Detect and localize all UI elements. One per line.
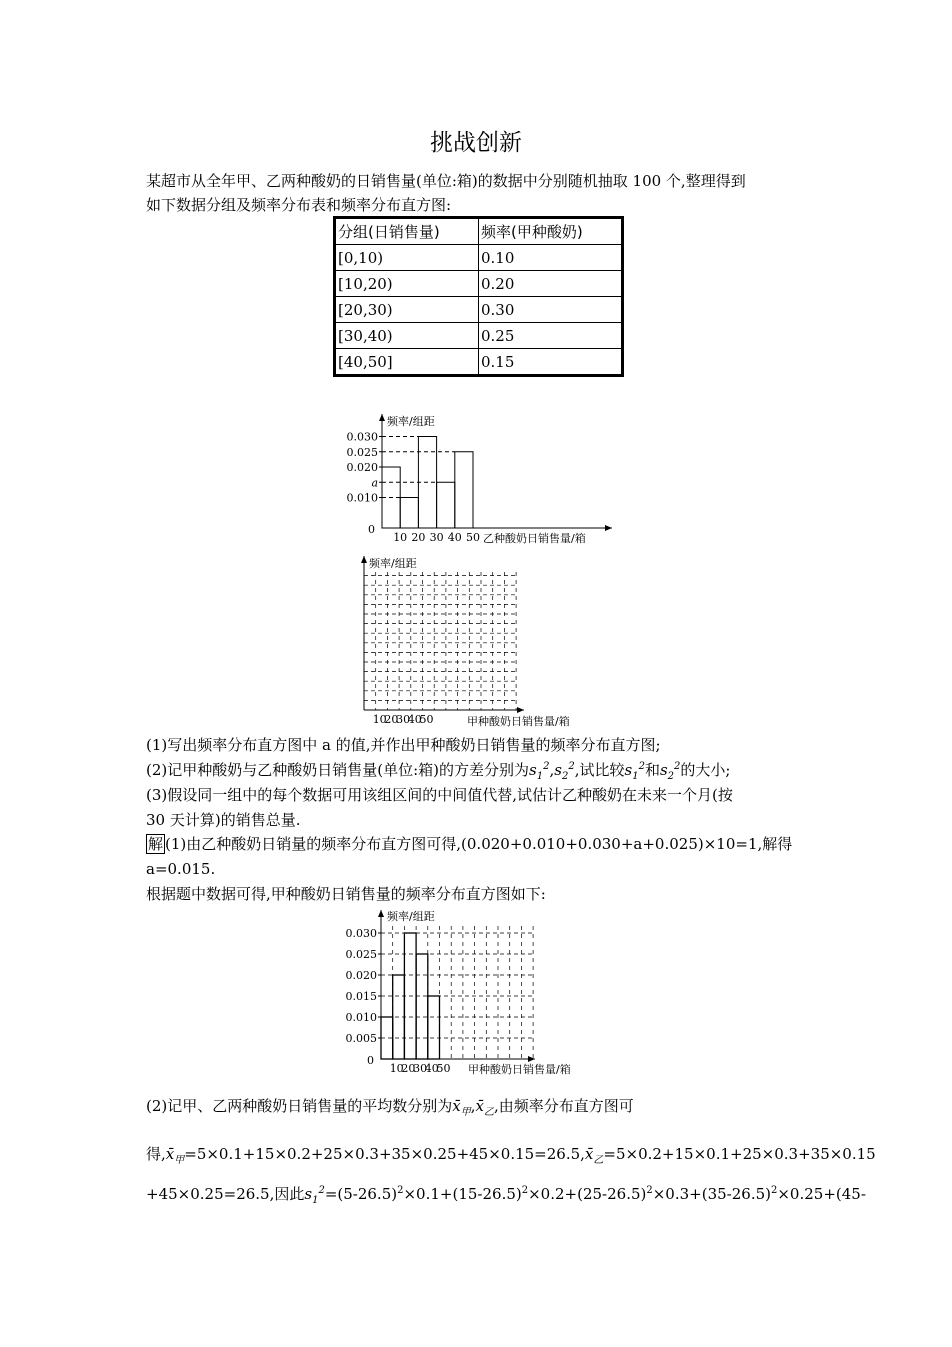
table-cell: [20,30) xyxy=(335,297,479,323)
table-row xyxy=(335,297,623,323)
y-axis-label: 频率/组距 xyxy=(387,415,435,428)
blank-grid-jia xyxy=(330,552,610,730)
mean-yi: $x̄_乙$ xyxy=(584,1145,604,1166)
y-tick-label: a xyxy=(371,476,378,490)
question-3-line-1: (3)假设同一组中的每个数据可用该组区间的中间值代替,试估计乙种酸奶在未来一个月(按 xyxy=(146,786,733,804)
y-tick-label: 0.015 xyxy=(345,990,377,1003)
table-cell: 0.25 xyxy=(479,323,623,349)
y-axis-arrow xyxy=(378,910,384,917)
table-cell: 0.30 xyxy=(479,297,623,323)
s1-var: $s_1^2$ xyxy=(529,761,550,782)
table-row xyxy=(335,245,623,271)
s1-var: $s_1^2$ xyxy=(304,1185,325,1206)
solution-2-line-2: 得$,x̄_甲=5\times 0.1+15\times 0.2+25\times 0.3+35\times 0.25+45\times 0.15=26.5,x̄_乙=5\times 0.2+15\times 0.1+25\times 0.3+35\times 0.15$ xyxy=(146,1145,876,1166)
y-tick-label: 0.025 xyxy=(345,948,377,961)
x-tick-label: 20 xyxy=(411,531,426,544)
x-tick-label: 40 xyxy=(407,713,422,726)
x-tick-label: 30 xyxy=(429,531,444,544)
y-axis-label: 频率/组距 xyxy=(387,910,435,923)
y-tick-label: 0.010 xyxy=(346,491,378,505)
table-row xyxy=(335,271,623,297)
page-title: 挑战创新 xyxy=(430,130,522,156)
histogram-bar xyxy=(455,452,473,528)
origin-label: 0 xyxy=(368,523,375,536)
frequency-table xyxy=(333,216,624,377)
solution-1-line-3: 根据题中数据可得,甲种酸奶日销售量的频率分布直方图如下: xyxy=(146,885,546,903)
y-tick-label: 0.020 xyxy=(345,969,377,982)
x-tick-label: 40 xyxy=(447,531,462,544)
x-axis-label: 甲种酸奶日销售量/箱 xyxy=(468,1063,571,1076)
solution-2-line-3: +45×0.25=26.5,因此$s_1^2=(5-26.5)^2\times 0.1+(15-26.5)^2\times 0.2+(25-26.5)^2\times 0.3+(35-26.5)^2\times 0.25+(45-$ xyxy=(146,1185,866,1206)
solution-1-line-2: a=0.015. xyxy=(146,860,216,878)
table-header-cell: 频率(甲种酸奶) xyxy=(479,218,623,245)
x-axis-arrow xyxy=(517,707,524,713)
y-axis-arrow xyxy=(379,414,385,421)
mean-yi: $x̄_乙$ xyxy=(475,1097,494,1118)
x-tick-label: 50 xyxy=(466,531,480,544)
histogram-bar xyxy=(428,996,440,1059)
table-cell: 0.15 xyxy=(479,349,623,376)
intro-line-2: 如下数据分组及频率分布表和频率分布直方图: xyxy=(146,196,452,214)
question-1: (1)写出频率分布直方图中 a 的值,并作出甲种酸奶日销售量的频率分布直方图; xyxy=(146,736,661,754)
solution-badge: 解 xyxy=(148,835,164,853)
q2-part-a: (2)记甲种酸奶与乙种酸奶日销售量(单位:箱)的方差分别为 xyxy=(146,761,530,779)
question-3-line-2: 30 天计算)的销售总量. xyxy=(146,811,301,829)
x-tick-label: 10 xyxy=(372,713,387,726)
y-tick-label: 0.020 xyxy=(346,461,378,474)
y-tick-label: 0.005 xyxy=(345,1032,377,1045)
table-header-row xyxy=(335,218,623,245)
x-tick-label: 20 xyxy=(401,1062,416,1075)
histogram-bar xyxy=(416,954,428,1059)
table-cell: [10,20) xyxy=(335,271,479,297)
mean-jia: $x̄_甲$ xyxy=(452,1097,471,1118)
y-tick-label: 0.030 xyxy=(346,430,378,444)
table-row xyxy=(335,323,623,349)
s2-var: $s_2^2$ xyxy=(554,761,575,782)
table-header-cell: 分组(日销售量) xyxy=(335,218,479,245)
x-tick-label: 30 xyxy=(396,713,411,726)
origin-label: 0 xyxy=(367,1054,374,1067)
histogram-jia xyxy=(330,906,620,1078)
mean-jia: $x̄_甲$ xyxy=(165,1145,185,1166)
x-axis-label: 乙种酸奶日销售量/箱 xyxy=(483,532,586,545)
x-tick-label: 30 xyxy=(413,1062,428,1075)
q2-part-d: 的大小; xyxy=(680,761,731,779)
solution-1-line-1 xyxy=(146,832,792,856)
x-tick-label: 10 xyxy=(393,531,408,544)
table-cell: [30,40) xyxy=(335,323,479,349)
x-tick-label: 10 xyxy=(389,1062,404,1075)
x-axis-label: 甲种酸奶日销售量/箱 xyxy=(467,715,570,728)
solution-2-line-1: (2)记甲、乙两种酸奶日销售量的平均数分别为$x̄_甲,x̄_乙$,由频率分布直方图可 xyxy=(146,1097,634,1118)
table-cell: 0.10 xyxy=(479,245,623,271)
y-axis-label: 频率/组距 xyxy=(369,557,417,570)
x-tick-label: 20 xyxy=(384,713,399,726)
table-row xyxy=(335,349,623,376)
s2-var: $s_2^2$ xyxy=(659,761,681,782)
y-axis-arrow xyxy=(361,556,367,563)
y-tick-label: 0.030 xyxy=(345,927,377,940)
histogram-yi xyxy=(330,408,620,548)
x-axis-arrow xyxy=(528,1056,535,1062)
histogram-bar xyxy=(437,482,455,528)
solution-1-text: (1)由乙种酸奶日销量的频率分布直方图可得,(0.020+0.010+0.030+a+0.025)×10=1,解得 xyxy=(165,835,793,853)
y-tick-label: 0.010 xyxy=(345,1011,377,1024)
s1-var: $s_1^2$ xyxy=(624,761,645,782)
q2-part-c: 和 xyxy=(644,761,660,779)
q2-part-b: ,试比较 xyxy=(574,761,625,779)
x-tick-label: 40 xyxy=(424,1062,439,1075)
y-tick-label: 0.025 xyxy=(346,445,378,459)
question-2: (2)记甲种酸奶与乙种酸奶日销售量(单位:箱)的方差分别为$s_1^2,s_2^2$,试比较$s_1^2$和$s_2^2$的大小; xyxy=(146,761,731,782)
table-cell: 0.20 xyxy=(479,271,623,297)
intro-line-1: 某超市从全年甲、乙两种酸奶的日销售量(单位:箱)的数据中分别随机抽取 100 个,整理得到 xyxy=(146,172,746,190)
table-cell: [40,50] xyxy=(335,349,479,376)
x-tick-label: 50 xyxy=(436,1062,451,1075)
x-axis-arrow xyxy=(605,525,612,531)
x-tick-label: 50 xyxy=(419,713,434,726)
table-cell: [0,10) xyxy=(335,245,479,271)
histogram-bar xyxy=(400,498,418,529)
